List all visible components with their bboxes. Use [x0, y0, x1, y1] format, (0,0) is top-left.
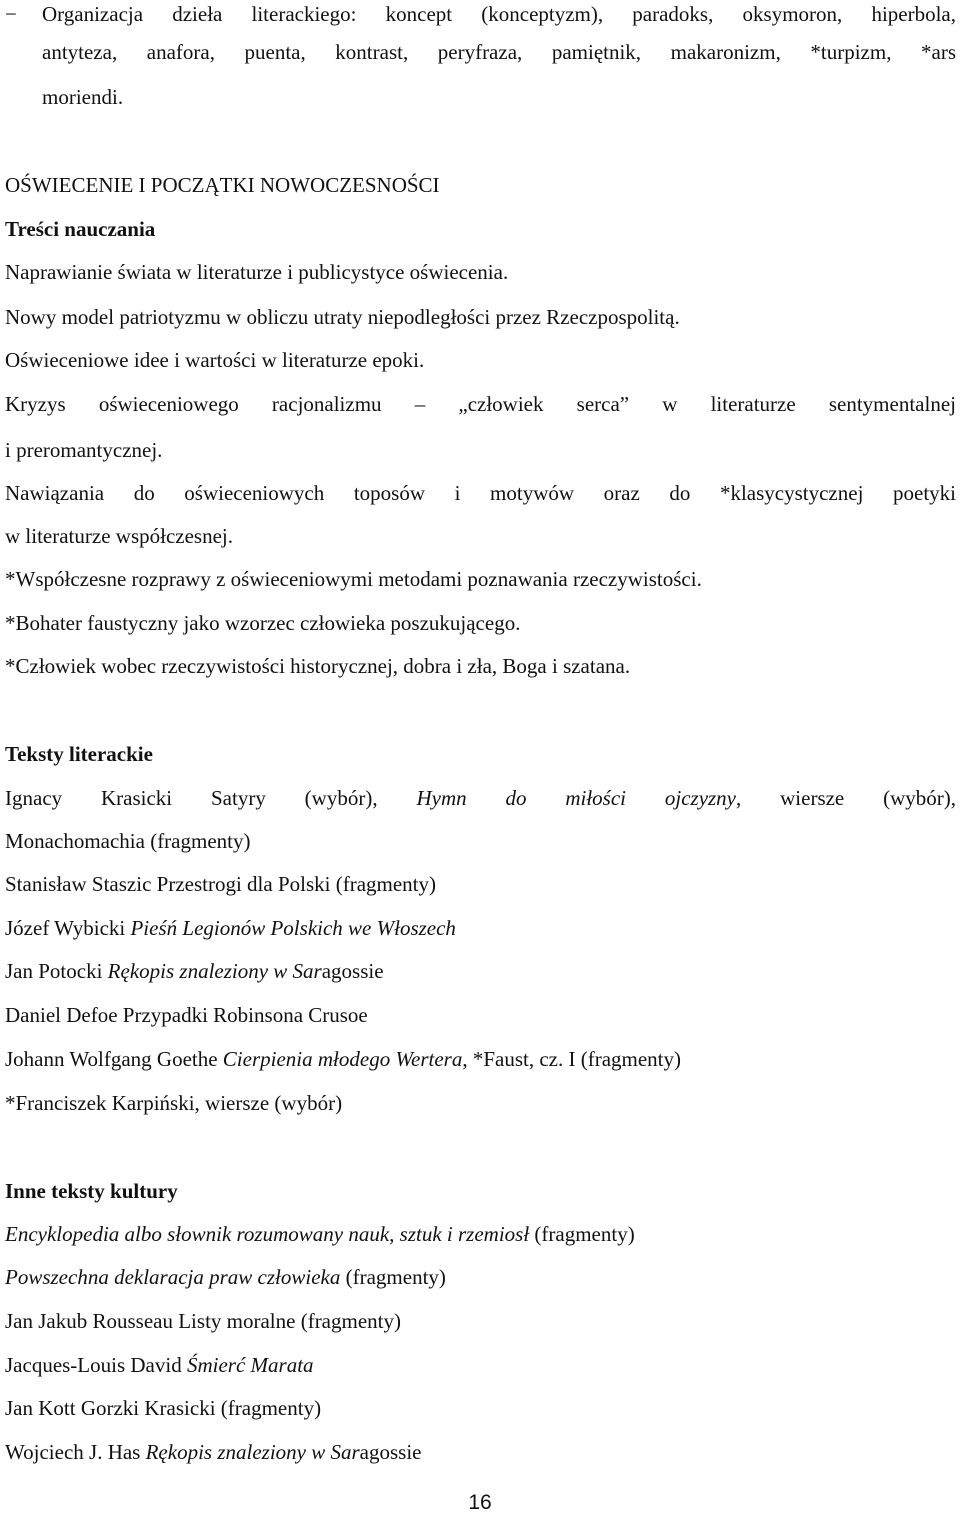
culture-item: Jan Jakub Rousseau Listy moralne (fragmenty) — [5, 1309, 401, 1333]
intro-line: Organizacja dzieła literackiego: koncept (konceptyzm), paradoks, oksymoron, hiperbola, — [42, 2, 956, 26]
culture-heading: Inne teksty kultury — [5, 1179, 178, 1203]
content-item: Naprawianie świata w literaturze i publicystyce oświecenia. — [5, 260, 509, 284]
literary-item: *Franciszek Karpiński, wiersze (wybór) — [5, 1091, 343, 1115]
content-heading: Treści nauczania — [5, 217, 156, 241]
content-item: i preromantycznej. — [5, 438, 163, 462]
content-item: Nawiązania do oświeceniowych toposów i motywów oraz do *klasycystycznej poetyki — [5, 481, 956, 505]
culture-item: Jacques-Louis David Śmierć Marata — [5, 1353, 314, 1377]
literary-item: Józef Wybicki Pieśń Legionów Polskich we Włoszech — [5, 916, 456, 940]
intro-line: moriendi. — [42, 85, 124, 109]
content-item: *Współczesne rozprawy z oświeceniowymi metodami poznawania rzeczywistości. — [5, 567, 702, 591]
content-item: *Bohater faustyczny jako wzorzec człowieka poszukującego. — [5, 611, 521, 635]
culture-item: Wojciech J. Has Rękopis znaleziony w Saragossie — [5, 1440, 422, 1464]
literary-item: Stanisław Staszic Przestrogi dla Polski (fragmenty) — [5, 872, 437, 896]
content-item: Kryzys oświeceniowego racjonalizmu – „człowiek serca” w literaturze sentymentalnej — [5, 392, 956, 416]
culture-item: Powszechna deklaracja praw człowieka (fragmenty) — [5, 1265, 446, 1289]
literary-item: Johann Wolfgang Goethe Cierpienia młodego Wertera, *Faust, cz. I (fragmenty) — [5, 1047, 682, 1071]
content-item: Nowy model patriotyzmu w obliczu utraty niepodległości przez Rzeczpospolitą. — [5, 305, 680, 329]
culture-item: Encyklopedia albo słownik rozumowany nauk, sztuk i rzemiosł (fragmenty) — [5, 1222, 635, 1246]
literary-item: Monachomachia (fragmenty) — [5, 829, 251, 853]
literary-heading: Teksty literackie — [5, 742, 153, 766]
literary-item: Daniel Defoe Przypadki Robinsona Crusoe — [5, 1003, 368, 1027]
intro-line: antyteza, anafora, puenta, kontrast, peryfraza, pamiętnik, makaronizm, *turpizm, *ars — [42, 40, 956, 64]
page-number: 16 — [468, 1491, 492, 1514]
content-item: Oświeceniowe idee i wartości w literaturze epoki. — [5, 348, 425, 372]
literary-item: Jan Potocki Rękopis znaleziony w Saragossie — [5, 959, 384, 983]
intro-bullet — [0, 0, 960, 120]
literary-item: Ignacy Krasicki Satyry (wybór), Hymn do miłości ojczyzny, wiersze (wybór), — [5, 786, 957, 810]
content-item: *Człowiek wobec rzeczywistości historycznej, dobra i zła, Boga i szatana. — [5, 654, 631, 678]
dash-bullet: − — [5, 2, 17, 26]
culture-item: Jan Kott Gorzki Krasicki (fragmenty) — [5, 1396, 322, 1420]
section-title: OŚWIECENIE I POCZĄTKI NOWOCZESNOŚCI — [5, 173, 440, 197]
content-item: w literaturze współczesnej. — [5, 524, 233, 548]
